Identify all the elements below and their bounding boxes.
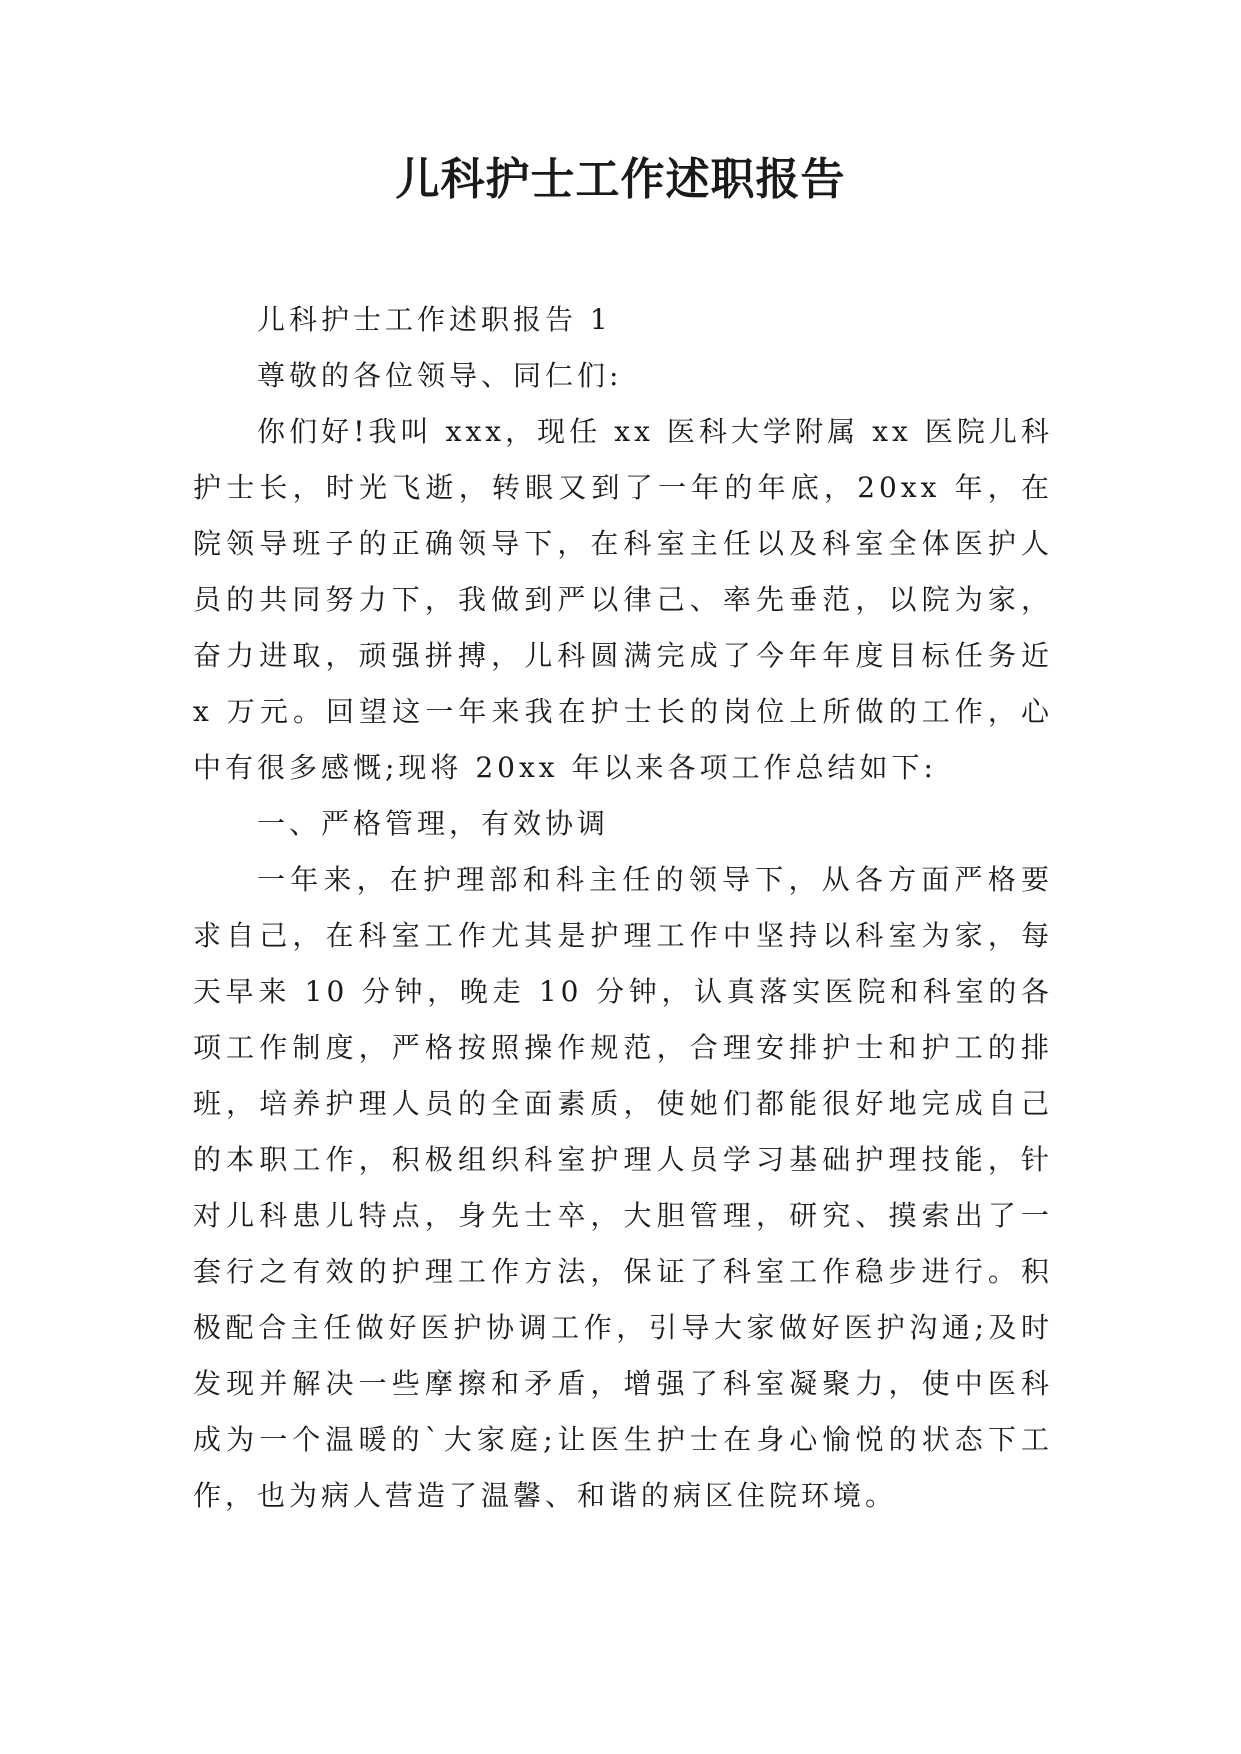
document-body xyxy=(193,292,1053,1524)
document-title: 儿科护士工作述职报告 xyxy=(395,154,846,205)
section-heading: 一、严格管理，有效协调 xyxy=(257,807,610,840)
salutation: 尊敬的各位领导、同仁们: xyxy=(257,359,623,392)
section-paragraph: 一年来，在护理部和科主任的领导下，从各方面严格要求自己，在科室工作尤其是护理工作中坚持以科室为家，每天早来 10 分钟，晚走 10 分钟，认真落实医院和科室的各项工作制度，严格按照操作规范，合理安排护士和护工的排班，培养护理人员的全面素质，使她们都能很好地完成自己的本职工作，积极组织科室护理人员学习基础护理技能，针对儿科患儿特点，身先士卒，大胆管理，研究、摸索出了一套行之有效的护理工作方法，保证了科室工作稳步进行。积极配合主任做好医护协调工作，引导大家做好医护沟通;及时发现并解决一些摩擦和矛盾，增强了科室凝聚力，使中医科成为一个温暖的`大家庭;让医生护士在身心愉悦的状态下工作，也为病人营造了温馨、和谐的病区住院环境。 xyxy=(193,863,1053,1512)
intro-paragraph: 你们好!我叫 xxx，现任 xx 医科大学附属 xx 医院儿科护士长，时光飞逝，转眼又到了一年的年底，20xx 年，在院领导班子的正确领导下，在科室主任以及科室全体医护人员的共同努力下，我做到严以律己、率先垂范，以院为家，奋力进取，顽强拼搏，儿科圆满完成了今年年度目标任务近 x 万元。回望这一年来我在护士长的岗位上所做的工作，心中有很多感慨;现将 20xx 年以来各项工作总结如下: xyxy=(193,415,1053,784)
report-heading: 儿科护士工作述职报告 1 xyxy=(257,303,612,336)
